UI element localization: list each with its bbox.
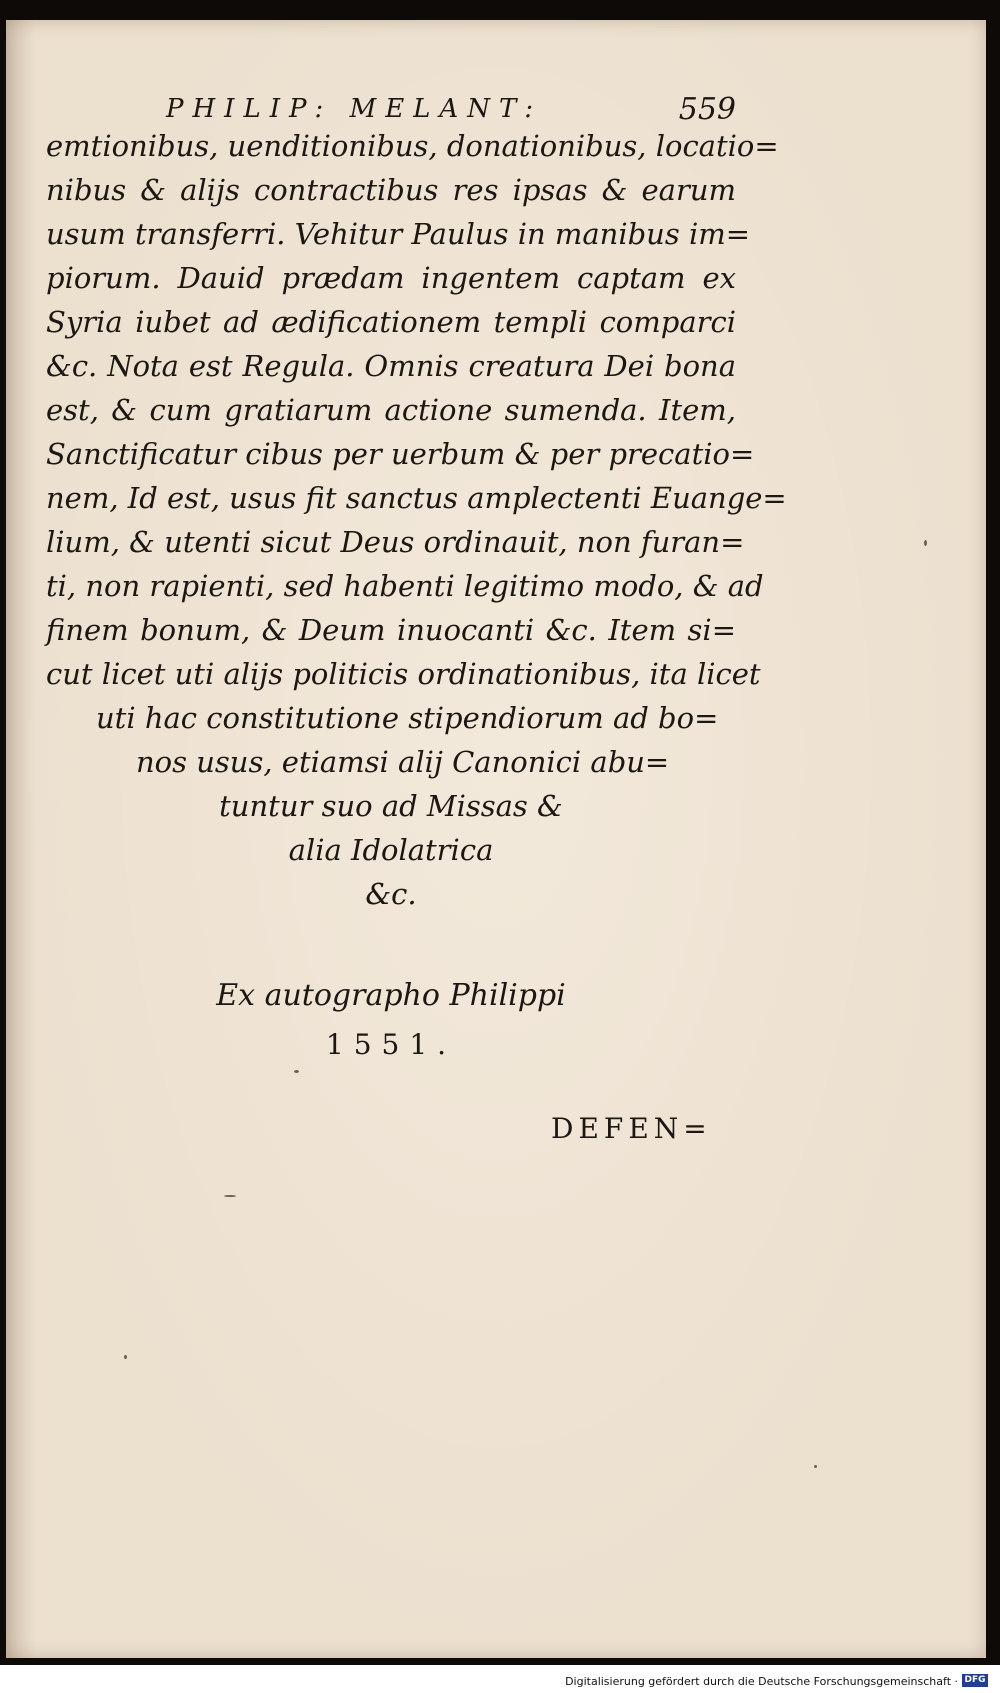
paper-speck <box>124 1355 127 1359</box>
text-line: usum transferri. Vehitur Paulus in manibus im= <box>46 217 751 251</box>
page-number: 559 <box>678 92 736 127</box>
paper-speck <box>924 540 927 546</box>
page-header <box>156 92 736 127</box>
text-line: uti hac constitutione stipendiorum ad bo= <box>96 701 719 735</box>
text-line: Sanctificatur cibus per uerbum & per precatio= <box>46 437 755 471</box>
running-head: PHILIP: MELANT: <box>166 94 543 124</box>
dfg-logo: DFG <box>962 1674 988 1687</box>
text-line: tuntur suo ad Missas & <box>219 789 563 823</box>
text-line: ti, non rapienti, sed habenti legitimo modo, & ad <box>46 569 764 603</box>
catchword: DEFEN= <box>551 1112 712 1145</box>
paper-speck <box>224 1195 236 1197</box>
text-line: &c. <box>365 877 417 911</box>
text-line: piorum. Dauid prædam ingentem captam ex <box>46 261 736 295</box>
attribution-line: Ex autographo Philippi <box>216 978 566 1013</box>
text-line: finem bonum, & Deum inuocanti &c. Item si= <box>46 613 736 647</box>
paper-speck <box>814 1465 817 1468</box>
paper-speck <box>294 1070 299 1073</box>
text-line: emtionibus, uenditionibus, donationibus, locatio= <box>46 129 779 163</box>
text-line: alia Idolatrica <box>288 833 494 867</box>
text-line: Syria iubet ad ædificationem templi comparci <box>46 305 736 339</box>
body-text <box>46 124 787 916</box>
text-line: nibus & alijs contractibus res ipsas & earum <box>46 173 736 207</box>
text-line: cut licet uti alijs politicis ordinationibus, ita licet <box>46 657 761 691</box>
book-page <box>6 20 986 1658</box>
text-line: &c. Nota est Regula. Omnis creatura Dei bona <box>46 349 736 383</box>
text-line: nem, Id est, usus fit sanctus amplectenti Euange= <box>46 481 787 515</box>
text-line: nos usus, etiamsi alij Canonici abu= <box>136 745 670 779</box>
year-line: 1551. <box>325 1028 457 1061</box>
text-line: est, & cum gratiarum actione sumenda. Item, <box>46 393 736 427</box>
text-line: lium, & utenti sicut Deus ordinauit, non furan= <box>46 525 745 559</box>
digitization-credit: Digitalisierung gefördert durch die Deutsche Forschungsgemeinschaft · <box>565 1675 958 1688</box>
